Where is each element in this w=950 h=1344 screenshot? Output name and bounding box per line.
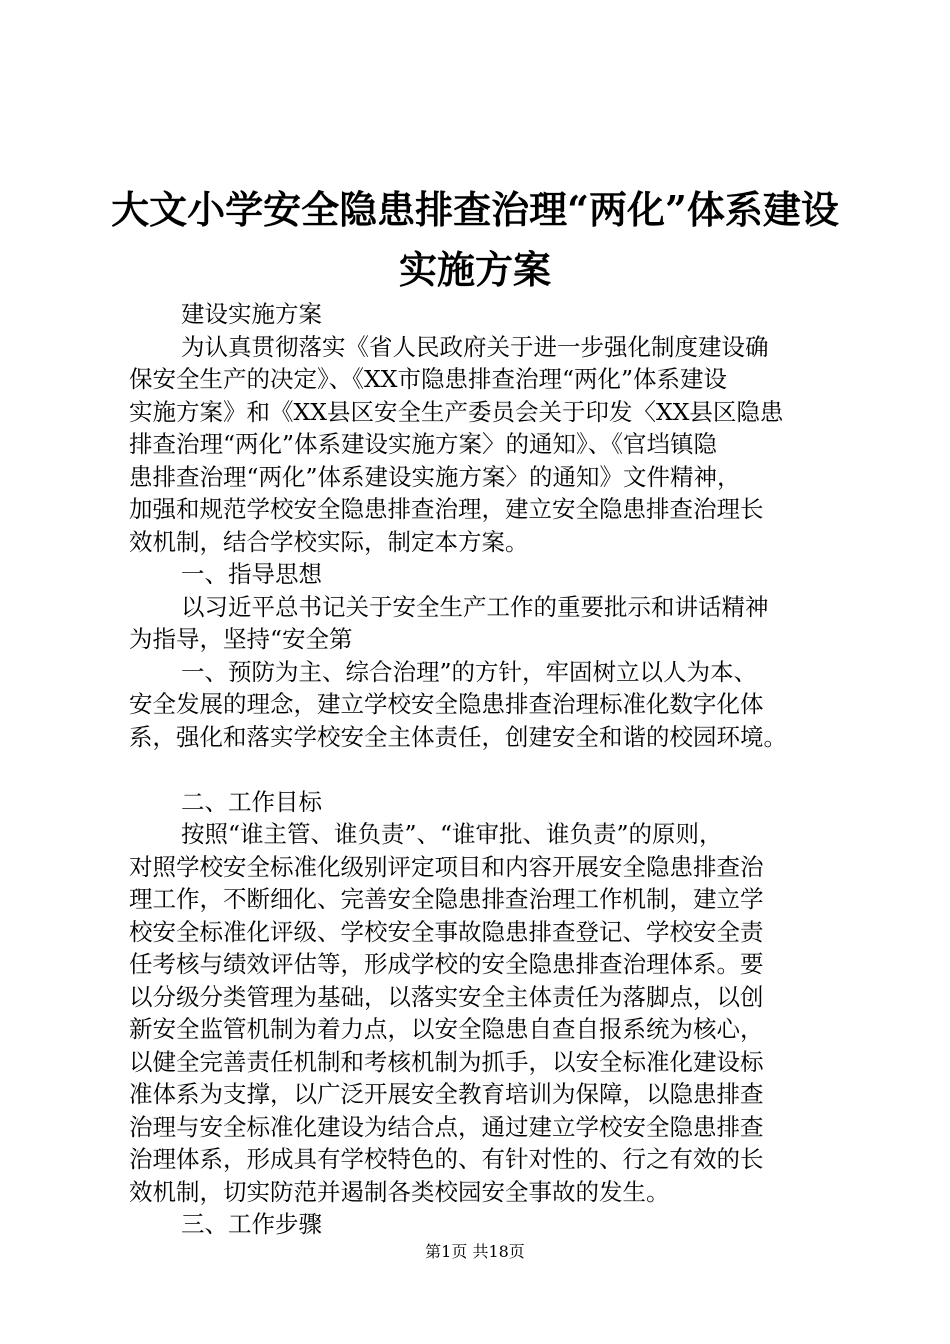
paragraph-line: 治理与安全标准化建设为结合点，通过建立学校安全隐患排查 (129, 1112, 764, 1141)
paragraph-line: 准体系为支撑，以广泛开展安全教育培训为保障，以隐患排查 (129, 1080, 764, 1108)
paragraph-line: 以习近平总书记关于安全生产工作的重要批示和讲话精神 (181, 592, 769, 621)
paragraph-line: 以健全完善责任机制和考核机制为抓手，以安全标准化建设标 (129, 1047, 764, 1076)
document-body (129, 298, 839, 1241)
subtitle-line: 建设实施方案 (181, 300, 322, 328)
paragraph-line: 安全发展的理念，建立学校安全隐患排查治理标准化数字化体 (129, 690, 764, 718)
paragraph-line: 以分级分类管理为基础，以落实安全主体责任为落脚点，以创 (129, 982, 764, 1011)
paragraph-line: 效机制，结合学校实际，制定本方案。 (129, 527, 529, 556)
paragraph-line: 保安全生产的决定》、《XX市隐患排查治理“两化”体系建设 (129, 365, 727, 393)
paragraph-line: 排查治理“两化”体系建设实施方案〉的通知》、《官垱镇隐 (129, 430, 718, 458)
document-title-line-2: 实施方案 (398, 247, 551, 292)
paragraph-line: 效机制，切实防范并遏制各类校园安全事故的发生。 (129, 1177, 670, 1206)
paragraph-line: 校安全标准化评级、学校安全事故隐患排查登记、学校安全责 (129, 917, 764, 946)
paragraph-line: 理工作，不断细化、完善安全隐患排查治理工作机制，建立学 (129, 885, 764, 913)
paragraph-line: 治理体系，形成具有学校特色的、有针对性的、行之有效的长 (129, 1145, 764, 1173)
paragraph-line: 一、预防为主、综合治理”的方针，牢固树立以人为本、 (181, 657, 758, 686)
section-heading: 一、指导思想 (181, 560, 322, 588)
paragraph-line: 对照学校安全标准化级别评定项目和内容开展安全隐患排查治 (129, 852, 764, 881)
paragraph-line: 按照“谁主管、谁负责”、“谁审批、谁负责”的原则， (181, 820, 723, 848)
document-title-line-1: 大文小学安全隐患排查治理“两化”体系建设 (111, 187, 839, 232)
section-heading: 三、工作步骤 (181, 1210, 322, 1238)
paragraph-line: 加强和规范学校安全隐患排查治理，建立安全隐患排查治理长 (129, 495, 764, 523)
paragraph-line: 为认真贯彻落实《省人民政府关于进一步强化制度建设确 (181, 332, 769, 361)
paragraph-line: 系，强化和落实学校安全主体责任，创建安全和谐的校园环境。 (129, 722, 787, 751)
section-heading: 二、工作目标 (181, 787, 322, 816)
paragraph-line: 患排查治理“两化”体系建设实施方案〉的通知》文件精神， (129, 462, 741, 491)
paragraph-line: 新安全监管机制为着力点，以安全隐患自查自报系统为核心， (129, 1015, 764, 1043)
paragraph-line: 实施方案》和《XX县区安全生产委员会关于印发〈XX县区隐患 (129, 397, 784, 426)
blank-line (129, 753, 839, 786)
page-footer: 第1页 共18页 (425, 1242, 525, 1261)
paragraph-line: 为指导，坚持“安全第 (129, 625, 353, 653)
paragraph-line: 任考核与绩效评估等，形成学校的安全隐患排查治理体系。要 (129, 950, 764, 978)
